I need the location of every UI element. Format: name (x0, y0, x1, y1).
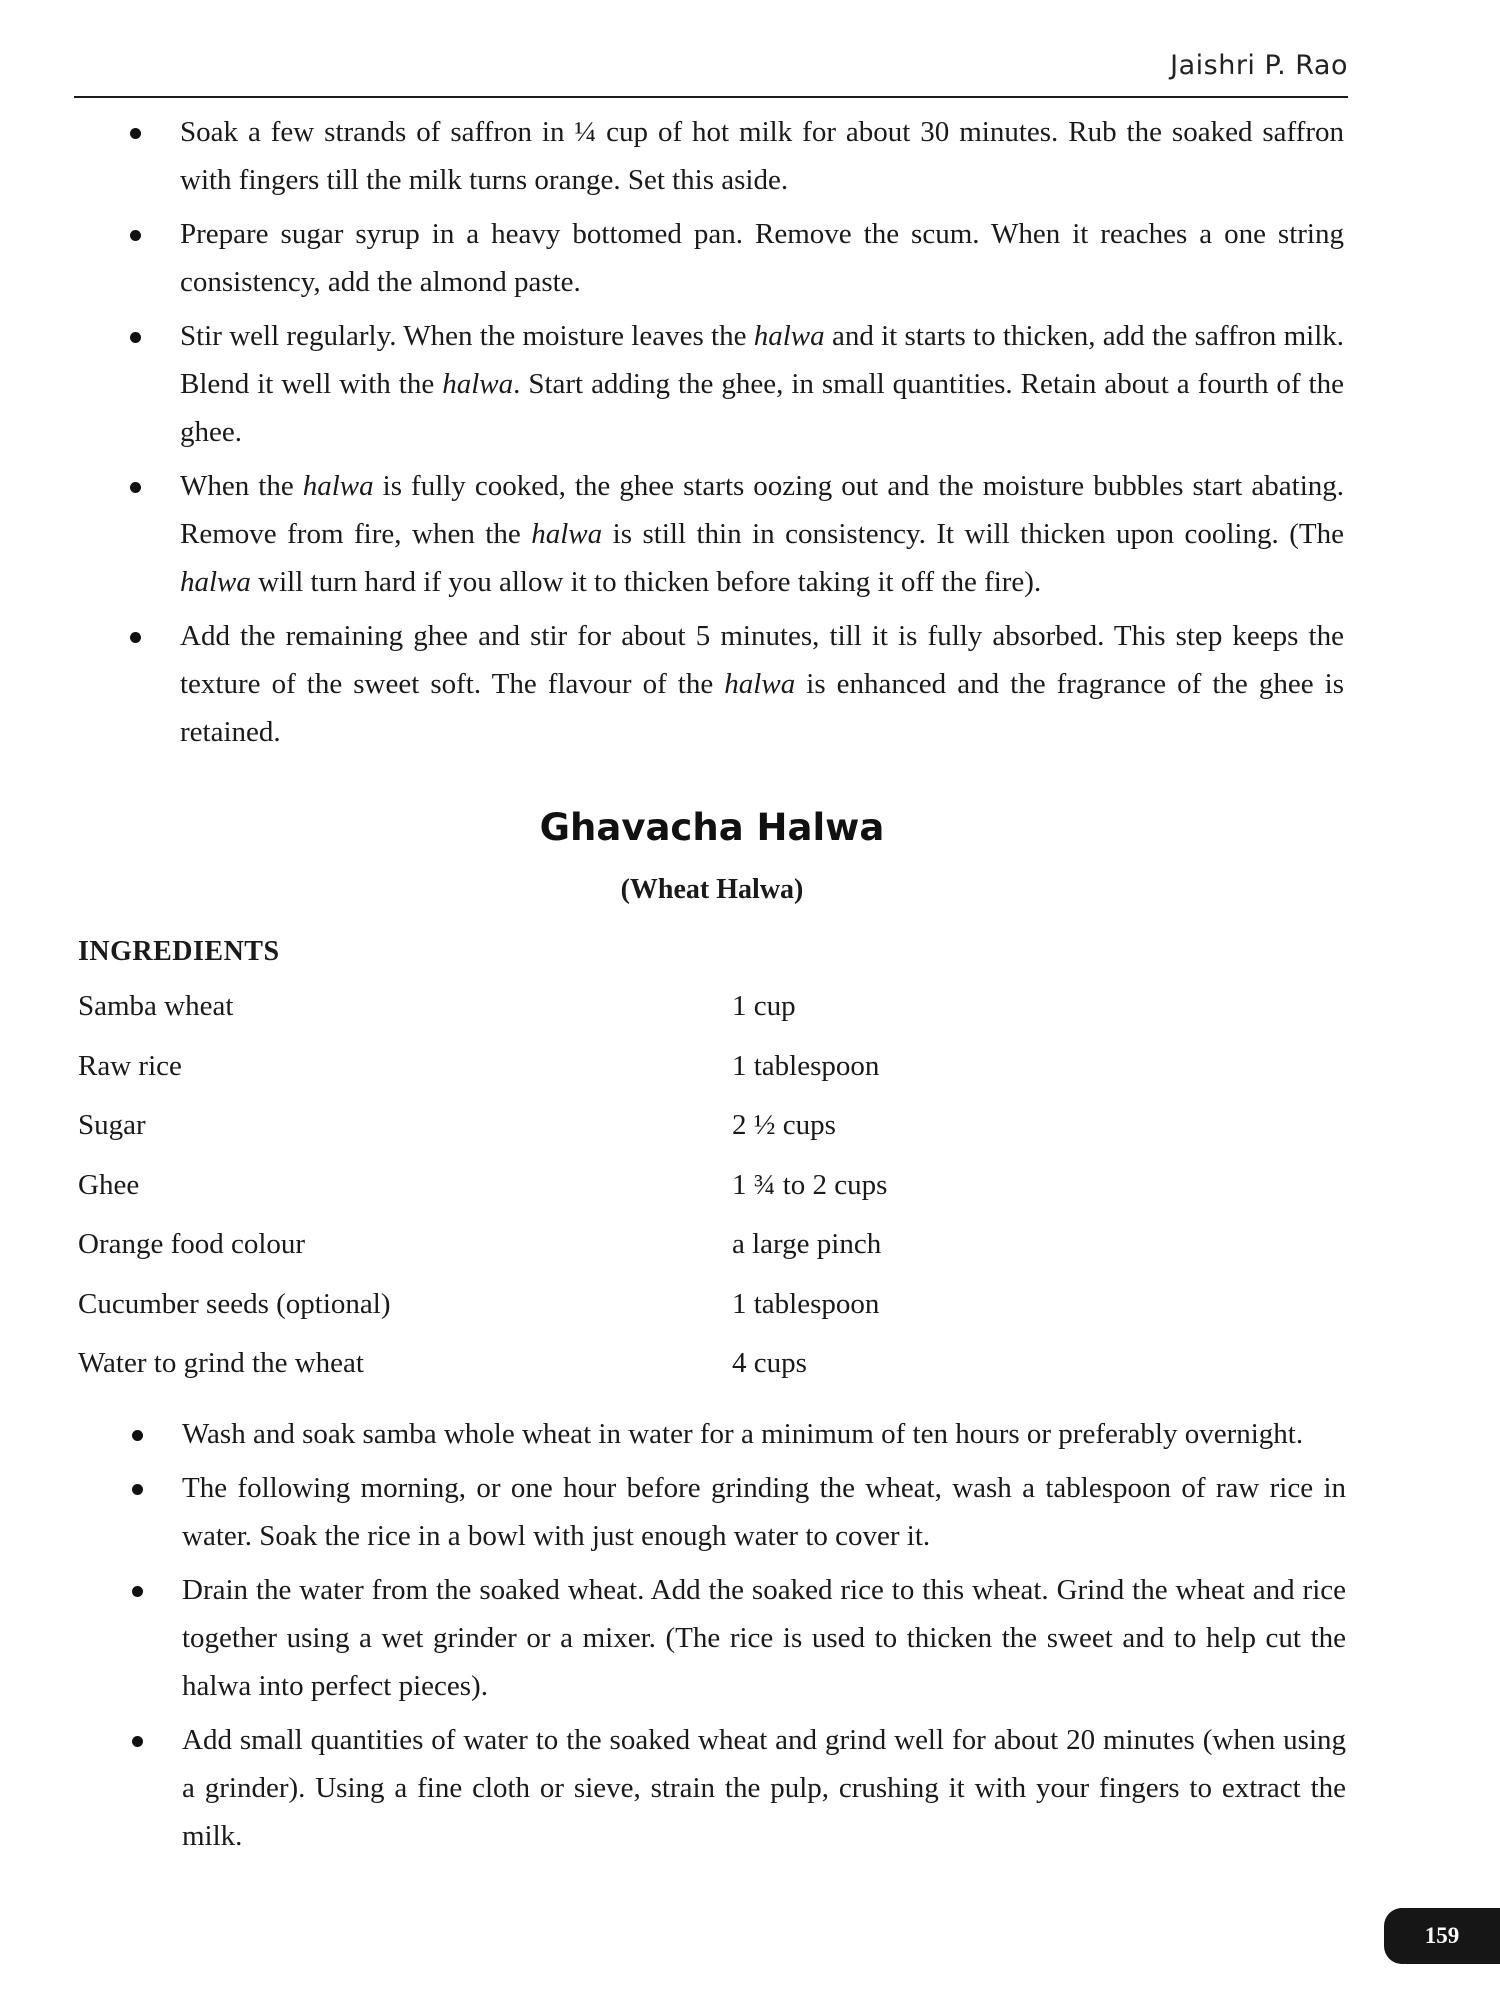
ingredient-row (78, 1109, 978, 1169)
step-text: Stir well regularly. When the moisture leaves the halwa and it starts to thicken, add the saffron milk. Blend it well with the halwa. Start adding the ghee, in small quantities. Retain about a fourth of the ghee. (180, 320, 1344, 448)
bullet-icon (130, 632, 141, 643)
ingredient-quantity: 4 cups (732, 1347, 807, 1379)
ingredient-quantity: 1 ¾ to 2 cups (732, 1168, 888, 1201)
step-item (132, 1716, 1346, 1860)
bullet-icon (132, 1736, 143, 1747)
ingredient-quantity: 1 cup (732, 990, 796, 1022)
ingredient-row (78, 990, 978, 1050)
page-header-author: Jaishri P. Rao (1170, 50, 1348, 81)
ingredient-quantity: 1 tablespoon (732, 1287, 880, 1320)
ingredient-name: Samba wheat (78, 990, 234, 1022)
step-item (130, 312, 1344, 456)
ingredients-list (78, 990, 978, 1407)
step-text: When the halwa is fully cooked, the ghee starts oozing out and the moisture bubbles start abating. Remove from fire, when the halwa is still thin in consistency. It will thicken upon cooling. (The halwa will turn hard if you allow it to thicken before taking it off the fire). (180, 470, 1344, 598)
step-item (132, 1566, 1346, 1710)
bullet-icon (130, 482, 141, 493)
step-item (130, 462, 1344, 606)
step-item (132, 1464, 1346, 1560)
ingredient-quantity: 2 ½ cups (732, 1109, 836, 1141)
bullet-icon (132, 1484, 143, 1495)
bullet-icon (132, 1430, 143, 1441)
step-item (130, 612, 1344, 756)
ingredient-name: Water to grind the wheat (78, 1347, 364, 1379)
ingredient-name: Orange food colour (78, 1228, 306, 1260)
step-text: Soak a few strands of saffron in ¼ cup of hot milk for about 30 minutes. Rub the soaked saffron with fingers till the milk turns orange. Set this aside. (180, 116, 1344, 196)
step-text: Add the remaining ghee and stir for about 5 minutes, till it is fully absorbed. This step keeps the texture of the sweet soft. The flavour of the halwa is enhanced and the fragrance of the ghee is retained. (180, 620, 1344, 748)
ingredient-quantity: 1 tablespoon (732, 1049, 880, 1082)
step-text: Add small quantities of water to the soaked wheat and grind well for about 20 minutes (when using a grinder). Using a fine cloth or sieve, strain the pulp, crushing it with your fingers to extract the milk. (182, 1724, 1346, 1852)
bullet-icon (130, 332, 141, 343)
step-text: The following morning, or one hour before grinding the wheat, wash a tablespoon of raw rice in water. Soak the rice in a bowl with just enough water to cover it. (182, 1472, 1346, 1552)
ingredient-name: Ghee (78, 1168, 140, 1201)
step-item (130, 108, 1344, 204)
ingredient-name: Cucumber seeds (optional) (78, 1287, 391, 1320)
bullet-icon (132, 1586, 143, 1597)
header-rule (74, 96, 1348, 98)
page-number: 159 (1424, 1923, 1460, 1948)
step-item (132, 1410, 1346, 1458)
ingredient-row (78, 1228, 978, 1288)
step-text: Wash and soak samba whole wheat in water for a minimum of ten hours or preferably overnight. (182, 1418, 1304, 1450)
ingredient-row (78, 1347, 978, 1407)
ingredients-heading: INGREDIENTS (78, 936, 280, 967)
recipe-subtitle: (Wheat Halwa) (620, 874, 804, 905)
ingredient-quantity: a large pinch (732, 1228, 882, 1260)
step-item (130, 210, 1344, 306)
page-number-tab (1384, 1908, 1500, 1964)
method-steps-top (130, 108, 1344, 762)
method-steps-bottom (132, 1410, 1346, 1866)
ingredient-row (78, 1288, 978, 1348)
step-text: Prepare sugar syrup in a heavy bottomed pan. Remove the scum. When it reaches a one string consistency, add the almond paste. (180, 218, 1344, 298)
recipe-title: Ghavacha Halwa (539, 806, 885, 849)
ingredient-row (78, 1169, 978, 1229)
ingredient-name: Raw rice (78, 1049, 182, 1082)
ingredient-name: Sugar (78, 1109, 146, 1141)
ingredient-row (78, 1050, 978, 1110)
bullet-icon (130, 128, 141, 139)
bullet-icon (130, 230, 141, 241)
step-text: Drain the water from the soaked wheat. Add the soaked rice to this wheat. Grind the wheat and rice together using a wet grinder or a mixer. (The rice is used to thicken the sweet and to help cut the halwa into perfect pieces). (182, 1574, 1346, 1702)
